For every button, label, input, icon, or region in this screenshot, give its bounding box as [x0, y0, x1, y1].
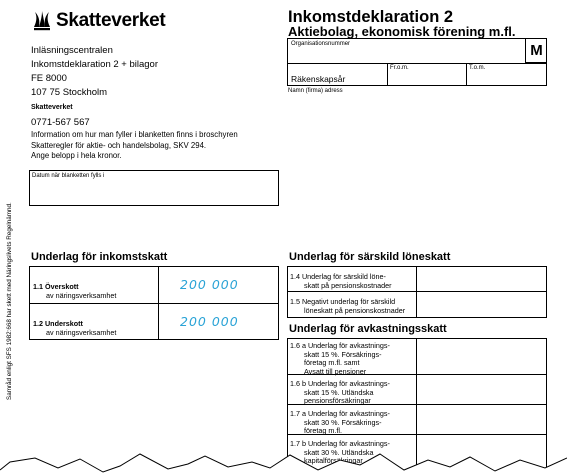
yield-15-foreign-value-field[interactable]	[417, 375, 546, 404]
address-line: 107 75 Stockholm	[31, 87, 108, 98]
info-line: Skatteregler för aktie- och handelsbolag, SKV 294.	[31, 140, 207, 150]
yield-30-value-field[interactable]	[417, 405, 546, 434]
address-line: Inkomstdeklaration 2 + bilagor	[31, 59, 159, 70]
info-line: Ange belopp i hela kronor.	[31, 151, 122, 160]
torn-edge	[0, 448, 567, 474]
date-field[interactable]	[29, 170, 279, 206]
item-label	[290, 273, 392, 290]
from-date-label: Fr.o.m.	[390, 65, 409, 71]
item-line: 1.7 a Underlag för avkastnings-	[290, 409, 390, 418]
phone-number: 0771-567 567	[31, 117, 90, 128]
fiscal-year-label: Räkenskapsår	[291, 74, 346, 84]
divider	[158, 267, 159, 303]
org-number-field[interactable]	[288, 39, 525, 63]
item-code: 1.1 Överskott	[33, 282, 79, 291]
yield-15-value-field[interactable]	[417, 339, 546, 374]
item-label	[33, 283, 116, 300]
item-line: skatt 15 %. Försäkrings-	[304, 349, 382, 359]
vertical-note: Samråd enligt SFS 1982:668 har skett med Näringslivets Regelnämnd.	[6, 202, 13, 400]
crown-icon	[31, 10, 53, 32]
item-label	[290, 410, 390, 436]
item-line: företag m.fl.	[304, 426, 342, 436]
info-line: Information om hur man fyller i blanketten finns i broschyren	[31, 130, 238, 139]
item-line: löneskatt på pensionskostnader	[304, 305, 406, 315]
contact-label: Skatteverket	[31, 104, 73, 111]
item-line: kapitalförsäkringar	[304, 456, 363, 466]
table-row	[287, 291, 547, 318]
surplus-value-field[interactable]: 200 000	[180, 277, 239, 292]
item-line: skatt 30 %. Utländska	[304, 447, 374, 457]
name-address-label: Namn (firma) adress	[288, 88, 343, 94]
table-row	[287, 338, 547, 375]
org-box	[287, 38, 547, 86]
table-row	[287, 266, 547, 292]
item-line: 1.7 b Underlag för avkastnings-	[290, 439, 390, 448]
item-line: 1.5 Negativt underlag för särskild	[290, 297, 396, 306]
to-date-field[interactable]	[467, 64, 547, 86]
item-line: 1.6 b Underlag för avkastnings-	[290, 379, 390, 388]
item-line: företag m.fl. samt	[304, 358, 360, 368]
item-line: pensionsförsäkringar	[304, 396, 371, 406]
table-row	[287, 404, 547, 435]
address-line: Inläsningscentralen	[31, 45, 113, 56]
mailing-address	[31, 44, 158, 100]
item-label	[33, 320, 116, 337]
yield-section-title: Underlag för avkastningsskatt	[289, 323, 447, 335]
logo-text: Skatteverket	[56, 10, 166, 31]
item-code: 1.2 Underskott	[33, 319, 83, 328]
item-label	[290, 298, 405, 315]
form-subtitle: Aktiebolag, ekonomisk förening m.fl.	[288, 24, 516, 39]
table-row	[287, 374, 547, 405]
info-text	[31, 130, 271, 162]
org-number-label: Organisationsnummer	[291, 41, 351, 47]
item-line: 1.4 Underlag för särskild löne-	[290, 272, 386, 281]
negative-payroll-value-field[interactable]	[417, 292, 546, 317]
item-label	[290, 342, 390, 376]
item-line: skatt 30 %. Försäkrings-	[304, 417, 382, 427]
item-label	[290, 380, 390, 406]
from-date-field[interactable]	[388, 64, 466, 86]
income-section-title: Underlag för inkomstskatt	[31, 251, 168, 263]
m-code: M	[525, 39, 547, 63]
to-date-label: T.o.m.	[469, 65, 486, 71]
date-label: Datum när blanketten fylls i	[32, 173, 105, 179]
item-desc: av näringsverksamhet	[46, 290, 117, 300]
item-line: 1.6 a Underlag för avkastnings-	[290, 341, 390, 350]
item-line: skatt 15 %. Utländska	[304, 387, 374, 397]
address-line: FE 8000	[31, 73, 67, 84]
divider	[158, 304, 159, 339]
payroll-section-title: Underlag för särskild löneskatt	[289, 251, 451, 263]
item-line: skatt på pensionskostnader	[304, 280, 392, 290]
skatteverket-logo	[31, 10, 165, 32]
table-row	[29, 303, 279, 340]
payroll-value-field[interactable]	[417, 267, 546, 291]
form-title: Inkomstdeklaration 2	[288, 8, 454, 26]
deficit-value-field[interactable]: 200 000	[180, 314, 239, 329]
item-desc: av näringsverksamhet	[46, 327, 117, 337]
item-line: Avsatt till pensioner	[304, 366, 367, 376]
table-row	[29, 266, 279, 304]
